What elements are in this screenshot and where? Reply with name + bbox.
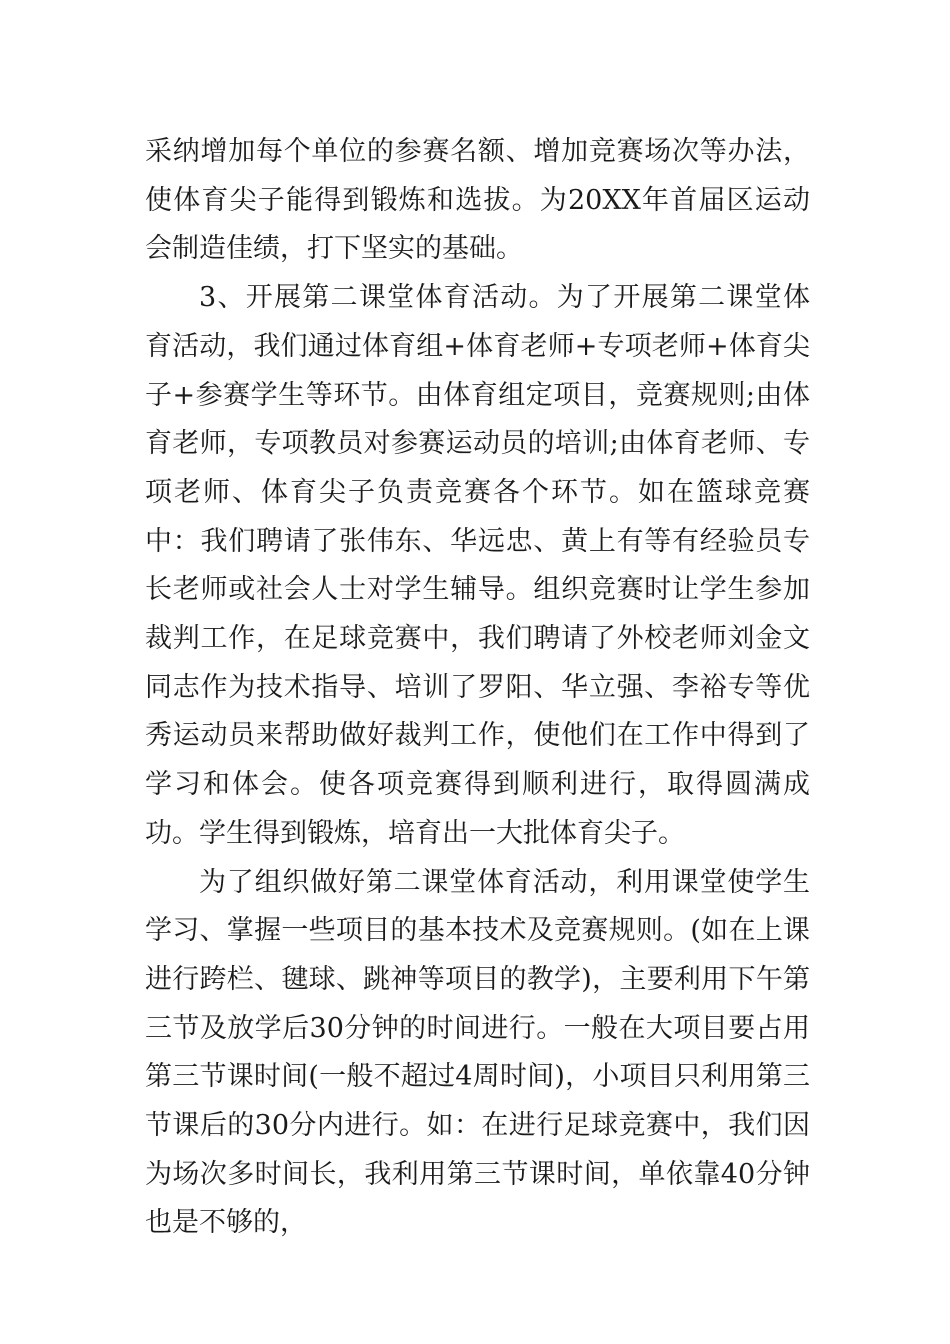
paragraph-second-classroom-activities: 3、开展第二课堂体育活动。为了开展第二课堂体育活动，我们通过体育组+体育老师+专项老师+体育尖子+参赛学生等环节。由体育组定项目，竞赛规则;由体育老师，专项教员对参赛运动员的培训;由体育老师、专项老师、体育尖子负责竞赛各个环节。如在篮球竞赛中：我们聘请了张伟东、华远忠、黄上有等有经验员专长老师或社会人士对学生辅导。组织竞赛时让学生参加裁判工作，在足球竞赛中，我们聘请了外校老师刘金文同志作为技术指导、培训了罗阳、华立强、李裕专等优秀运动员来帮助做好裁判工作，使他们在工作中得到了学习和体会。使各项竞赛得到顺利进行，取得圆满成功。学生得到锻炼，培育出一大批体育尖子。 [145, 282, 810, 849]
document-body [145, 128, 810, 1248]
paragraph-organize-activities: 为了组织做好第二课堂体育活动，利用课堂使学生学习、掌握一些项目的基本技术及竞赛规则。(如在上课进行跨栏、毽球、跳神等项目的教学)，主要利用下午第三节及放学后30分钟的时间进行。一般在大项目要占用第三节课时间(一般不超过4周时间)，小项目只利用第三节课后的30分内进行。如：在进行足球竞赛中，我们因为场次多时间长，我利用第三节课时间，单依靠40分钟也是不够的， [145, 866, 810, 1239]
paragraph-continuation: 采纳增加每个单位的参赛名额、增加竞赛场次等办法，使体育尖子能得到锻炼和选拔。为20XX年首届区运动会制造佳绩，打下坚实的基础。 [145, 136, 810, 265]
